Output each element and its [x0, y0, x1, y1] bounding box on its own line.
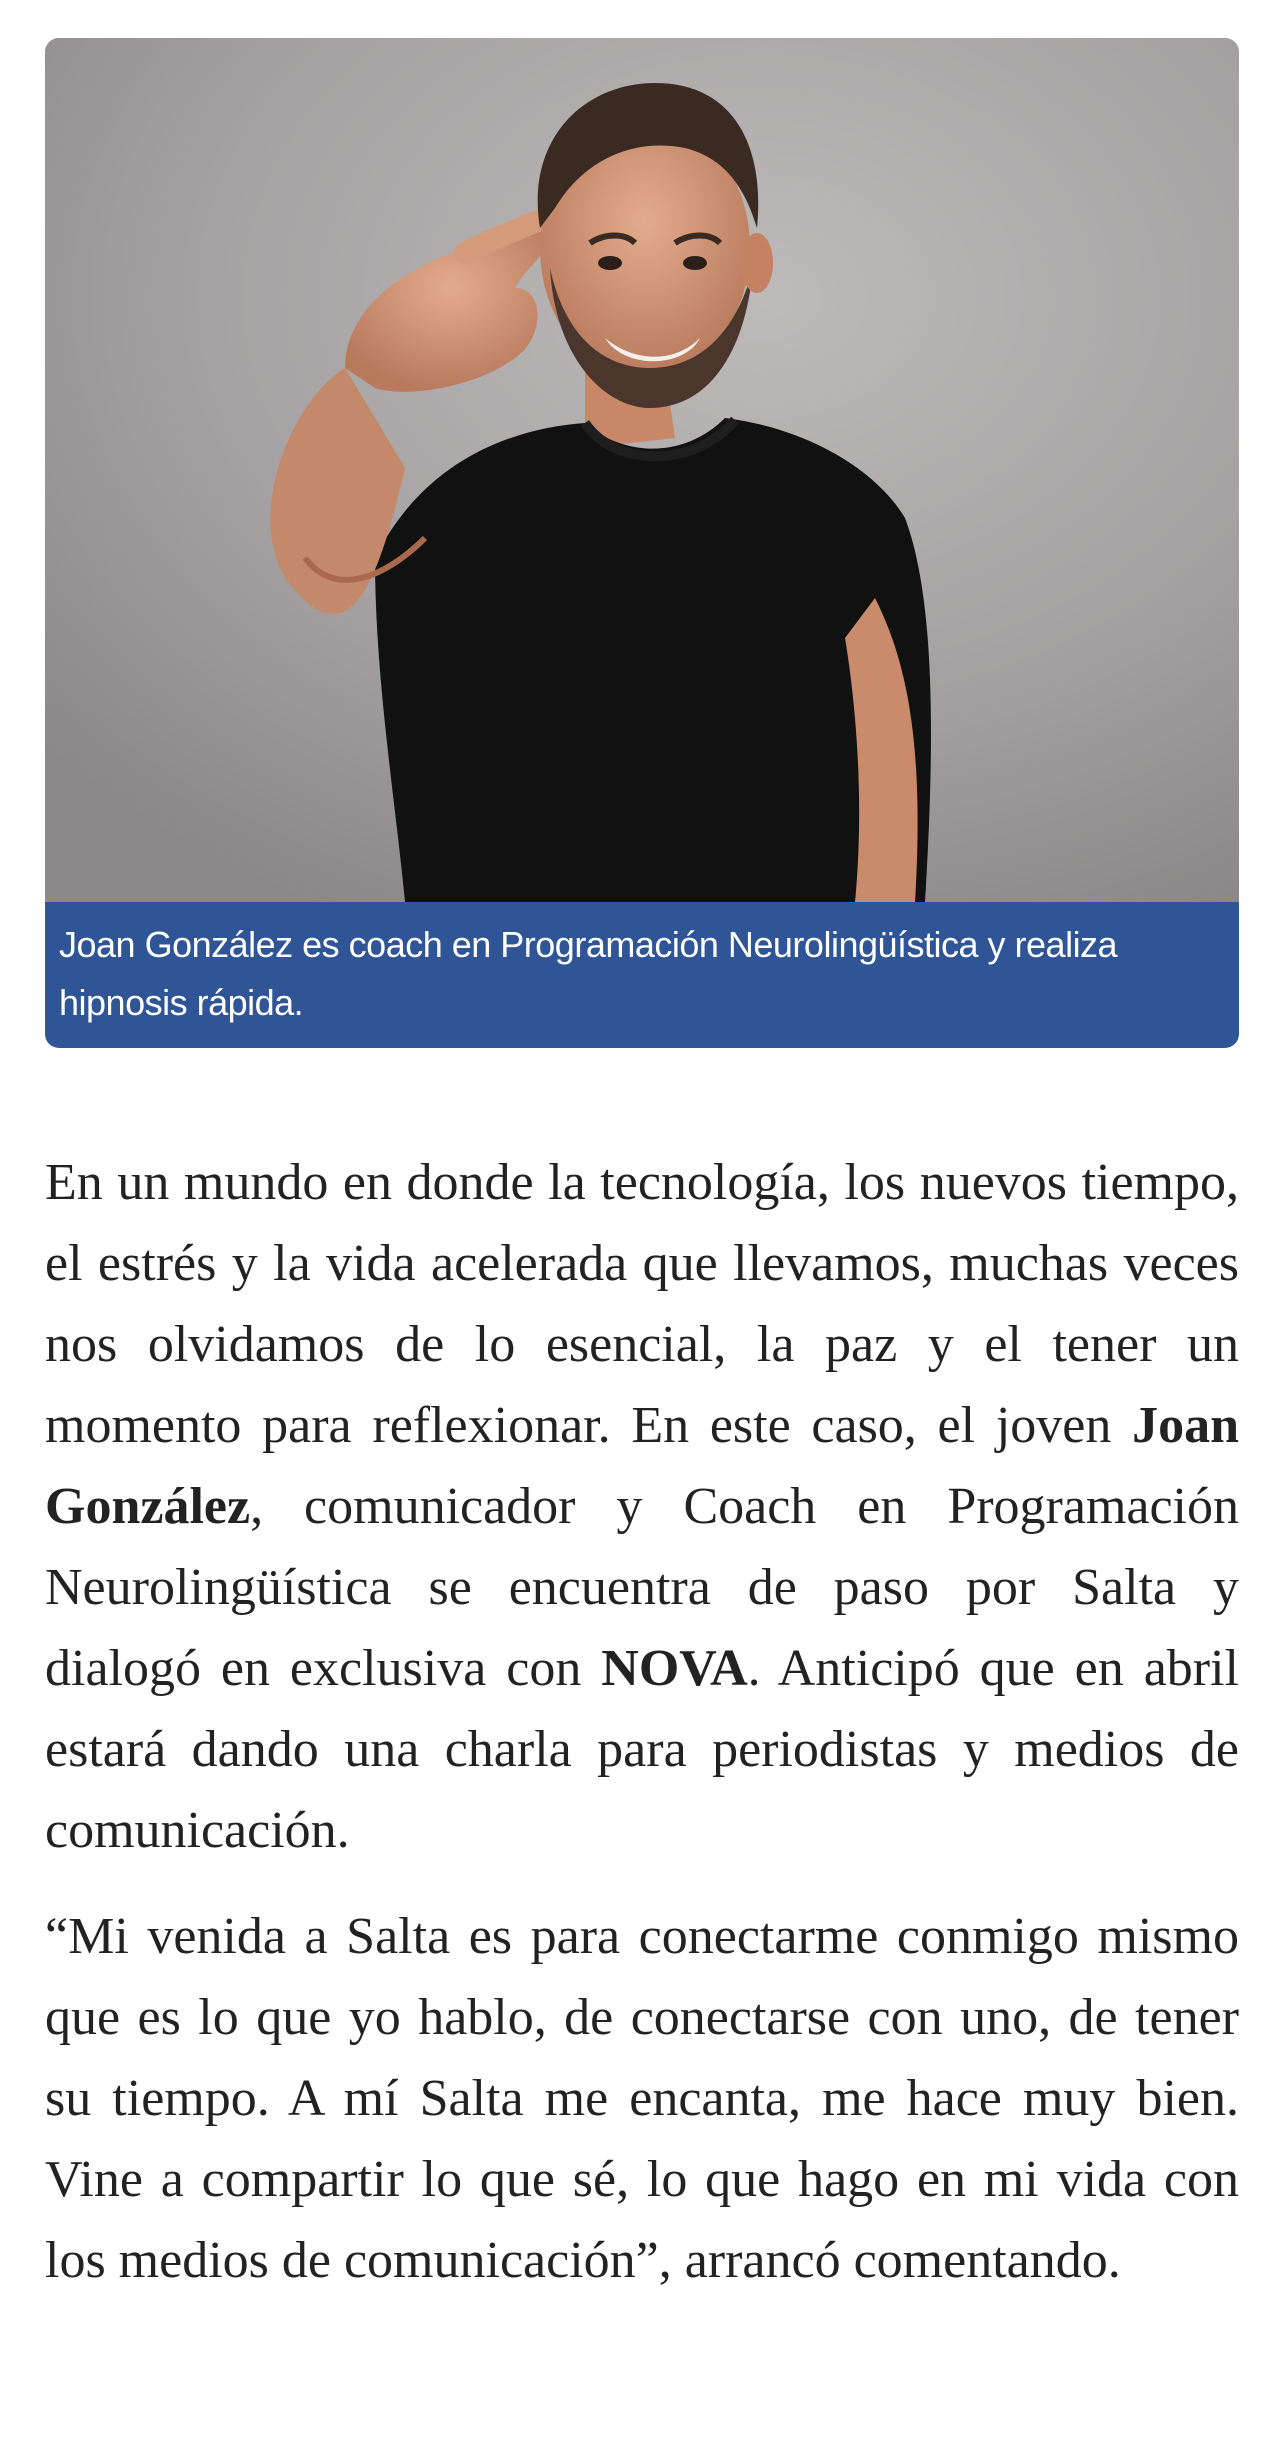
person-photo-illustration — [45, 38, 1239, 902]
paragraph-1-text-a: En un mundo en donde la tecnología, los nuevos tiempo, el estrés y la vida acelerada que llevamos, muchas veces nos olvidamos de lo esencial, la paz y el tener un momento para reflexionar. En este caso, el joven — [45, 1154, 1239, 1454]
paragraph-1-text-c: . Anticipó que en abril estará dando una charla para periodistas y medios de comunicación. — [45, 1640, 1239, 1859]
paragraph-1-text-b: , comunicador y Coach en Programación Neurolingüística se encuentra de paso por Salta y dialogó en exclusiva con — [45, 1478, 1239, 1697]
paragraph-1 — [45, 1142, 1239, 1871]
article — [45, 38, 1239, 2326]
article-body — [45, 1142, 1239, 2301]
photo-caption: Joan González es coach en Programación Neurolingüística y realiza hipnosis rápida. — [45, 902, 1239, 1048]
person-name: Joan González — [45, 1397, 1239, 1535]
brand-name: NOVA — [601, 1640, 748, 1697]
article-photo[interactable] — [45, 38, 1239, 902]
paragraph-2: “Mi venida a Salta es para conectarme conmigo mismo que es lo que yo hablo, de conectarse con uno, de tener su tiempo. A mí Salta me encanta, me hace muy bien. Vine a compartir lo que sé, lo que hago en mi vida con los medios de comunicación”, arrancó comentando. — [45, 1908, 1239, 2289]
